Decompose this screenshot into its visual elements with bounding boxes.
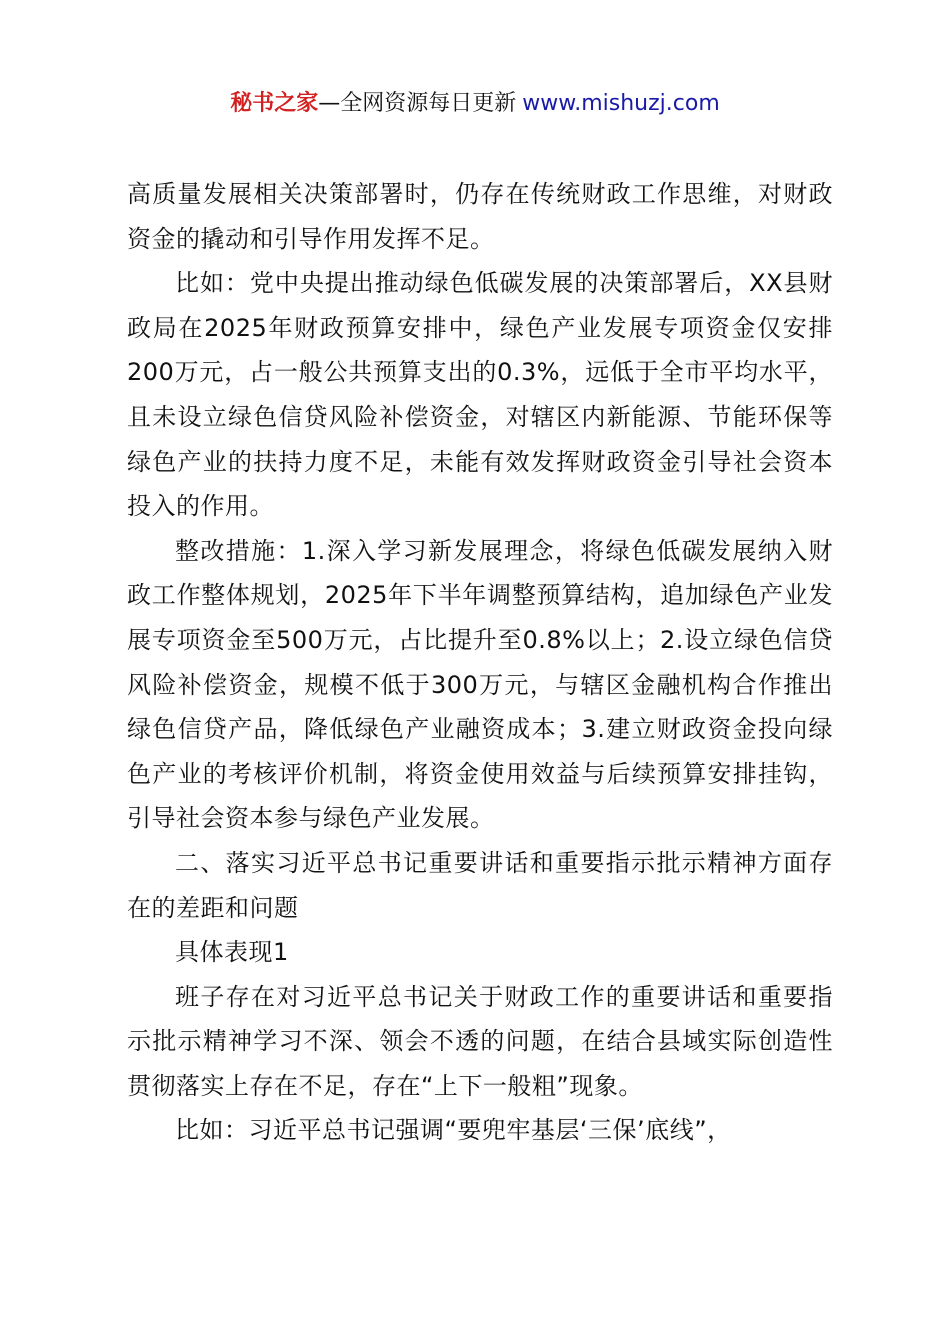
header-slogan: —全网资源每日更新 xyxy=(318,91,517,116)
header-url[interactable]: www.mishuzj.com xyxy=(522,91,720,116)
paragraph: 比如：党中央提出推动绿色低碳发展的决策部署后，XX县财政局在2025年财政预算安排中，绿色产业发展专项资金仅安排200万元，占一般公共预算支出的0.3%，远低于全市平均水平，且未设立绿色信贷风险补偿资金，对辖区内新能源、节能环保等绿色产业的扶持力度不足，未能有效发挥财政资金引导社会资本投入的作用。 xyxy=(127,269,833,521)
document-body xyxy=(127,172,833,1153)
section-heading: 二、落实习近平总书记重要讲话和重要指示批示精神方面存在的差距和问题 xyxy=(127,848,833,922)
paragraph: 高质量发展相关决策部署时，仍存在传统财政工作思维，对财政资金的撬动和引导作用发挥不足。 xyxy=(127,180,833,253)
header-brand: 秘书之家 xyxy=(230,91,319,116)
paragraph: 比如：习近平总书记强调“要兜牢基层‘三保’底线”， xyxy=(175,1116,732,1145)
paragraph: 班子存在对习近平总书记关于财政工作的重要讲话和重要指示批示精神学习不深、领会不透的问题，在结合县域实际创造性贯彻落实上存在不足，存在“上下一般粗”现象。 xyxy=(127,982,833,1100)
paragraph: 整改措施：1.深入学习新发展理念，将绿色低碳发展纳入财政工作整体规划，2025年下半年调整预算结构，追加绿色产业发展专项资金至500万元，占比提升至0.8%以上；2.设立绿色信贷风险补偿资金，规模不低于300万元，与辖区金融机构合作推出绿色信贷产品，降低绿色产业融资成本；3.建立财政资金投向绿色产业的考核评价机制，将资金使用效益与后续预算安排挂钩，引导社会资本参与绿色产业发展。 xyxy=(127,536,833,833)
subheading: 具体表现1 xyxy=(175,938,289,967)
page-header xyxy=(0,86,950,122)
